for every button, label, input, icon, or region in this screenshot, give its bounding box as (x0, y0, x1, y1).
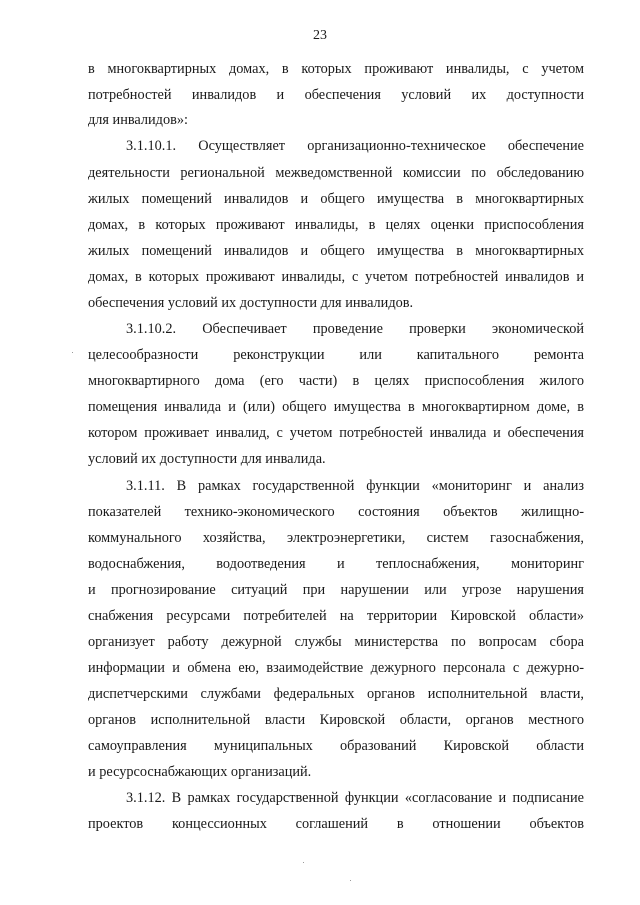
text-line: деятельности региональной межведомственной комиссии по обследованию (88, 165, 584, 181)
text-line: самоуправления муниципальных образований Кировской области (88, 738, 584, 754)
text-line: органов исполнительной власти Кировской области, органов местного (88, 712, 584, 728)
text-line: котором проживает инвалид, с учетом потребностей инвалида и обеспечения (88, 425, 584, 441)
text-line: обеспечения условий их доступности для инвалидов. (88, 295, 414, 311)
text-line: и ресурсоснабжающих организаций. (88, 764, 312, 780)
scan-speck (303, 862, 304, 863)
text-line: условий их доступности для инвалида. (88, 451, 326, 467)
text-line: проектов концессионных соглашений в отношении объектов (88, 816, 584, 832)
page-number: 23 (313, 28, 327, 43)
paragraph-first-line: 3.1.10.1. Осуществляет организационно-техническое обеспечение (126, 138, 584, 154)
text-line: потребностей инвалидов и обеспечения условий их доступности (88, 87, 584, 103)
text-line: в многоквартирных домах, в которых проживают инвалиды, с учетом (88, 61, 584, 77)
scan-speck (72, 352, 73, 353)
text-line: показателей технико-экономического состояния объектов жилищно- (88, 504, 584, 520)
text-line: жилых помещений инвалидов и общего имущества в многоквартирных (88, 243, 584, 259)
text-line: домах, в которых проживают инвалиды, с учетом потребностей инвалидов и (88, 269, 584, 285)
text-line: помещения инвалида и (или) общего имущества в многоквартирном доме, в (88, 399, 584, 415)
text-line: водоснабжения, водоотведения и теплоснабжения, мониторинг (88, 556, 584, 572)
paragraph-first-line: 3.1.10.2. Обеспечивает проведение проверки экономической (126, 321, 584, 337)
paragraph-first-line: 3.1.11. В рамках государственной функции «мониторинг и анализ (126, 478, 584, 494)
text-line: коммунального хозяйства, электроэнергетики, систем газоснабжения, (88, 530, 584, 546)
text-line: диспетчерскими службами федеральных органов исполнительной власти, (88, 686, 584, 702)
text-line: домах, в которых проживают инвалиды, в целях оценки приспособления (88, 217, 584, 233)
text-line: снабжения ресурсами потребителей на территории Кировской области» (88, 608, 584, 624)
text-line: и прогнозирование ситуаций при нарушении или угрозе нарушения (88, 582, 584, 598)
scan-speck (350, 880, 351, 881)
text-line: для инвалидов»: (88, 112, 188, 128)
paragraph-first-line: 3.1.12. В рамках государственной функции «согласование и подписание (126, 790, 584, 806)
text-line: организует работу дежурной службы министерства по вопросам сбора (88, 634, 584, 650)
text-line: целесообразности реконструкции или капитального ремонта (88, 347, 584, 363)
text-line: многоквартирного дома (его части) в целях приспособления жилого (88, 373, 584, 389)
text-line: жилых помещений инвалидов и общего имущества в многоквартирных (88, 191, 584, 207)
text-line: информации и обмена ею, взаимодействие дежурного персонала с дежурно- (88, 660, 584, 676)
